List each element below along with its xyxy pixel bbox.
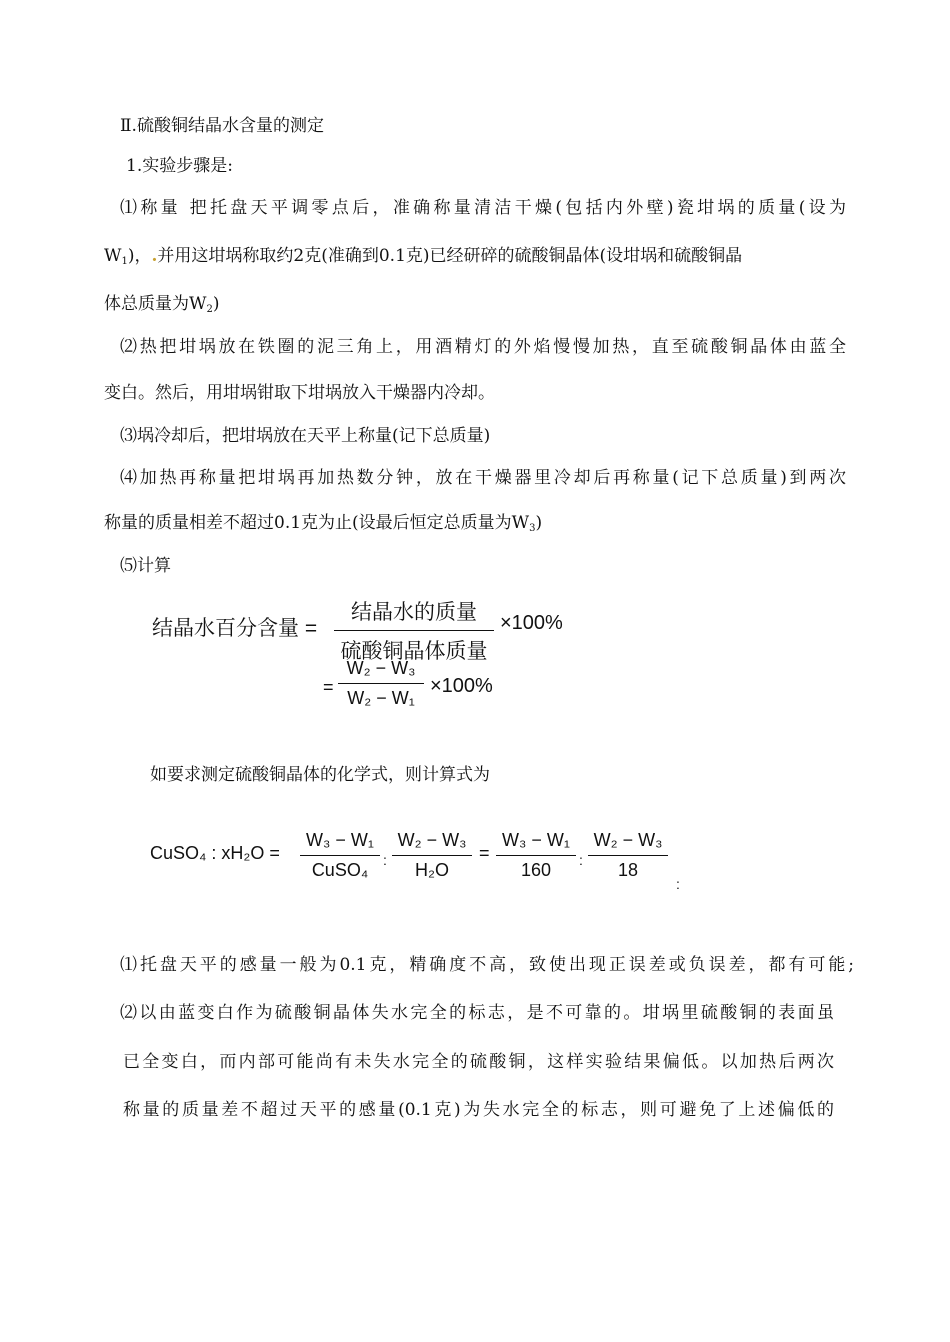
step1-paren-text: )， bbox=[127, 246, 152, 266]
formula2-f2-num: W₂ − W₃ bbox=[397, 830, 467, 850]
formula2-lhs: CuSO₄ : xH₂O = bbox=[150, 843, 280, 863]
formula2-f1-num: W₃ − W₁ bbox=[306, 830, 374, 850]
step1-line2-rest: 并用这坩埚称取约2克(准确到0.1克)已经研碎的硫酸铜晶体(设坩埚和硫酸铜晶 bbox=[157, 246, 743, 266]
step4-line2-subscript: 3 bbox=[529, 523, 536, 534]
error-analysis-line4: 称量的质量差不超过天平的感量(0.1克)为失水完全的标志，则可避免了上述偏低的 bbox=[123, 1100, 834, 1120]
step1-line3-subscript: 2 bbox=[206, 304, 213, 315]
fraction-bar bbox=[334, 630, 494, 631]
formula2-eq: = bbox=[479, 843, 490, 863]
step2-line2: 变白。然后，用坩埚钳取下坩埚放入干燥器内冷却。 bbox=[104, 383, 495, 403]
formula2-f1-den: CuSO₄ bbox=[311, 860, 369, 880]
step1-line3-text: 体总质量为W bbox=[104, 294, 207, 314]
formula2-fraction4 bbox=[588, 830, 668, 881]
formula1-fraction bbox=[334, 596, 494, 665]
formula2-f4-den: 18 bbox=[617, 860, 639, 880]
step3: ⑶埚冷却后，把坩埚放在天平上称量(记下总质量) bbox=[120, 426, 491, 446]
formula2-fraction2 bbox=[392, 830, 472, 881]
formula2-colon2: : bbox=[579, 852, 583, 868]
step1-w-subscript: 1 bbox=[121, 256, 128, 267]
step5: ⑸计算 bbox=[120, 556, 171, 576]
fraction-bar bbox=[338, 683, 424, 684]
error-analysis-line3: 已全变白，而内部可能尚有未失水完全的硫酸铜，这样实验结果偏低。以加热后两次 bbox=[123, 1052, 834, 1072]
chem-formula-intro: 如要求测定硫酸铜晶体的化学式，则计算式为 bbox=[150, 765, 490, 785]
step1-line3-end: ) bbox=[212, 294, 220, 314]
step4-line1: ⑷加热再称量把坩埚再加热数分钟，放在干燥器里冷却后再称量(记下总质量)到两次 bbox=[120, 468, 846, 488]
error-analysis-line1: ⑴托盘天平的感量一般为0.1克，精确度不高，致使出现正误差或负误差，都有可能; bbox=[120, 955, 854, 975]
fraction-bar bbox=[392, 855, 472, 856]
formula1-times: ×100% bbox=[500, 612, 563, 634]
section-title: Ⅱ.硫酸铜结晶水含量的测定 bbox=[120, 116, 324, 136]
formula1-eq2: = bbox=[323, 677, 334, 697]
formula1-denominator2: W₂ − W₁ bbox=[347, 688, 415, 708]
fraction-bar bbox=[496, 855, 576, 856]
error-analysis-line2: ⑵以由蓝变白作为硫酸铜晶体失水完全的标志，是不可靠的。坩埚里硫酸铜的表面虽 bbox=[120, 1003, 834, 1023]
formula1-numerator: 结晶水的质量 bbox=[351, 601, 477, 624]
fraction-bar bbox=[588, 855, 668, 856]
formula1-numerator2: W₂ − W₃ bbox=[346, 658, 416, 678]
formula1-denominator: 硫酸铜晶体质量 bbox=[340, 640, 488, 663]
formula2-end-colon: : bbox=[676, 876, 680, 892]
formula2-f4-num: W₂ − W₃ bbox=[593, 830, 663, 850]
step2-line1: ⑵热把坩埚放在铁圈的泥三角上，用酒精灯的外焰慢慢加热，直至硫酸铜晶体由蓝全 bbox=[120, 337, 846, 357]
formula2-fraction1 bbox=[300, 830, 380, 881]
step4-line2 bbox=[104, 515, 542, 534]
step1-line2 bbox=[104, 248, 742, 267]
step1-line3 bbox=[104, 296, 220, 315]
step1-line1: ⑴称量 把托盘天平调零点后，准确称量清洁干燥(包括内外壁)瓷坩埚的质量(设为 bbox=[120, 198, 846, 218]
formula2-f2-den: H₂O bbox=[415, 860, 449, 880]
step1-w-text: W bbox=[104, 246, 122, 266]
formula2-fraction3 bbox=[496, 830, 576, 881]
formula1-lhs: 结晶水百分含量 = bbox=[152, 617, 318, 640]
formula2-colon1: : bbox=[383, 852, 387, 868]
fraction-bar bbox=[300, 855, 380, 856]
formula1-fraction2 bbox=[338, 658, 424, 709]
formula2-f3-num: W₃ − W₁ bbox=[502, 830, 570, 850]
stray-dot: . bbox=[151, 246, 158, 266]
formula2-f3-den: 160 bbox=[520, 860, 552, 880]
steps-heading: 1.实验步骤是: bbox=[126, 156, 233, 176]
step4-line2-end: ) bbox=[535, 513, 543, 533]
step4-line2-text: 称量的质量相差不超过0.1克为止(设最后恒定总质量为W bbox=[104, 513, 530, 533]
formula1-times2: ×100% bbox=[430, 675, 493, 697]
